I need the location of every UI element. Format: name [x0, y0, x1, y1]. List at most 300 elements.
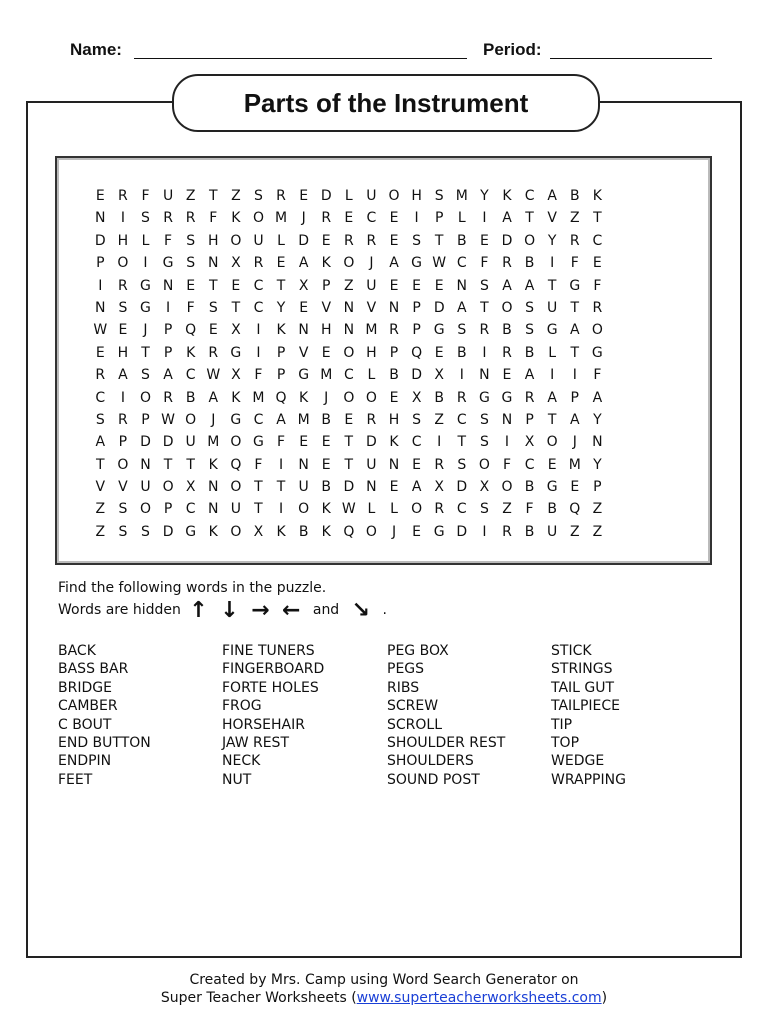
grid-letter[interactable]: R [502, 344, 512, 361]
grid-letter[interactable]: K [208, 456, 218, 473]
grid-letter[interactable]: P [163, 322, 173, 339]
grid-letter[interactable]: G [478, 389, 490, 406]
grid-letter[interactable]: O [478, 456, 490, 473]
grid-letter[interactable]: L [457, 210, 466, 227]
grid-letter[interactable]: T [547, 277, 557, 294]
grid-letter[interactable]: G [140, 277, 151, 294]
grid-letter[interactable]: O [343, 255, 355, 272]
grid-letter[interactable]: E [231, 277, 241, 294]
grid-letter[interactable]: N [208, 479, 219, 496]
grid-letter[interactable]: E [276, 255, 286, 272]
grid-letter[interactable]: M [455, 188, 468, 204]
grid-letter[interactable]: C [343, 367, 354, 384]
grid-letter[interactable]: R [502, 523, 512, 540]
grid-letter[interactable]: E [321, 456, 331, 473]
grid-letter[interactable]: O [230, 479, 242, 496]
grid-letter[interactable]: I [414, 210, 419, 227]
grid-letter[interactable]: T [276, 277, 286, 294]
grid-letter[interactable]: U [547, 299, 558, 316]
grid-letter[interactable]: R [118, 188, 128, 204]
grid-letter[interactable]: T [434, 232, 444, 249]
grid-letter[interactable]: V [118, 479, 128, 496]
grid-letter[interactable]: O [591, 322, 603, 339]
grid-letter[interactable]: S [479, 501, 489, 518]
grid-letter[interactable]: E [118, 322, 128, 339]
grid-letter[interactable]: P [389, 344, 399, 361]
grid-letter[interactable]: R [592, 299, 603, 316]
grid-letter[interactable]: N [208, 255, 219, 272]
grid-letter[interactable]: P [118, 434, 128, 451]
grid-letter[interactable]: E [412, 456, 422, 473]
grid-letter[interactable]: O [343, 389, 355, 406]
grid-letter[interactable]: M [568, 456, 581, 473]
grid-letter[interactable]: F [254, 367, 263, 384]
grid-letter[interactable]: O [230, 523, 242, 540]
grid-letter[interactable]: B [524, 479, 535, 496]
grid-letter[interactable]: S [186, 255, 196, 272]
grid-letter[interactable]: E [389, 232, 399, 249]
grid-letter[interactable]: E [412, 523, 422, 540]
grid-letter[interactable]: Y [593, 411, 602, 428]
grid-letter[interactable]: J [211, 411, 216, 428]
grid-letter[interactable]: R [253, 255, 264, 272]
grid-letter[interactable]: S [479, 411, 489, 428]
grid-letter[interactable]: D [456, 523, 468, 540]
grid-letter[interactable]: T [96, 456, 105, 473]
grid-letter[interactable]: K [592, 188, 602, 204]
grid-letter[interactable]: D [162, 434, 174, 451]
grid-letter[interactable]: X [185, 479, 196, 496]
grid-letter[interactable]: K [321, 523, 331, 540]
grid-letter[interactable]: G [591, 344, 603, 361]
grid-letter[interactable]: X [479, 479, 490, 496]
grid-letter[interactable]: P [96, 255, 105, 272]
grid-letter[interactable]: O [139, 389, 151, 406]
grid-letter[interactable]: Z [344, 277, 354, 294]
grid-letter[interactable]: D [411, 367, 422, 384]
grid-letter[interactable]: O [230, 434, 242, 451]
grid-letter[interactable]: R [389, 322, 399, 339]
grid-letter[interactable]: K [502, 188, 512, 204]
grid-letter[interactable]: S [457, 456, 467, 473]
grid-letter[interactable]: N [95, 299, 106, 316]
grid-letter[interactable]: N [479, 367, 490, 384]
grid-letter[interactable]: A [163, 367, 173, 384]
grid-letter[interactable]: P [276, 367, 286, 384]
grid-letter[interactable]: A [208, 389, 219, 406]
grid-letter[interactable]: I [98, 277, 103, 294]
grid-letter[interactable]: G [433, 523, 445, 540]
grid-letter[interactable]: M [297, 411, 310, 428]
grid-letter[interactable]: B [434, 389, 444, 406]
grid-letter[interactable]: G [569, 277, 581, 294]
grid-letter[interactable]: W [93, 322, 108, 339]
grid-letter[interactable]: R [163, 210, 173, 227]
grid-letter[interactable]: P [593, 479, 602, 496]
grid-letter[interactable]: N [592, 434, 603, 451]
grid-letter[interactable]: Q [569, 501, 581, 518]
grid-letter[interactable]: Z [592, 523, 603, 540]
grid-letter[interactable]: H [411, 188, 422, 204]
grid-letter[interactable]: T [570, 344, 580, 361]
grid-letter[interactable]: O [546, 434, 558, 451]
grid-letter[interactable]: S [412, 411, 422, 428]
grid-letter[interactable]: C [411, 434, 422, 451]
grid-letter[interactable]: T [525, 210, 534, 227]
grid-letter[interactable]: Y [593, 456, 602, 473]
grid-letter[interactable]: A [298, 255, 309, 272]
grid-letter[interactable]: O [117, 456, 129, 473]
grid-letter[interactable]: E [389, 479, 399, 496]
grid-letter[interactable]: U [162, 188, 174, 204]
grid-letter[interactable]: J [572, 434, 577, 451]
grid-letter[interactable]: W [432, 255, 447, 272]
grid-letter[interactable]: S [457, 322, 467, 339]
grid-letter[interactable]: T [208, 277, 218, 294]
grid-letter[interactable]: S [141, 210, 150, 227]
grid-letter[interactable]: T [570, 299, 580, 316]
grid-letter[interactable]: P [276, 344, 286, 361]
grid-letter[interactable]: F [593, 367, 602, 384]
grid-letter[interactable]: U [547, 523, 558, 540]
grid-letter[interactable]: B [502, 322, 512, 339]
grid-letter[interactable]: H [208, 232, 219, 249]
grid-letter[interactable]: I [459, 367, 464, 384]
grid-letter[interactable]: R [366, 411, 377, 428]
grid-letter[interactable]: F [164, 232, 173, 249]
grid-letter[interactable]: X [231, 367, 241, 384]
grid-letter[interactable]: N [162, 277, 174, 294]
grid-letter[interactable]: L [367, 501, 376, 518]
grid-letter[interactable]: N [343, 299, 355, 316]
grid-letter[interactable]: E [95, 188, 105, 204]
grid-letter[interactable]: K [276, 322, 286, 339]
grid-letter[interactable]: B [547, 501, 557, 518]
grid-letter[interactable]: A [276, 411, 286, 428]
grid-letter[interactable]: F [502, 456, 512, 473]
grid-letter[interactable]: T [344, 434, 354, 451]
grid-letter[interactable]: H [320, 322, 332, 339]
grid-letter[interactable]: U [298, 479, 309, 496]
grid-letter[interactable]: Q [411, 344, 423, 361]
grid-letter[interactable]: T [480, 299, 489, 316]
grid-letter[interactable]: U [366, 277, 377, 294]
grid-letter[interactable]: A [592, 389, 603, 406]
grid-letter[interactable]: B [524, 255, 535, 272]
grid-letter[interactable]: L [548, 344, 557, 361]
grid-letter[interactable]: R [434, 456, 445, 473]
grid-letter[interactable]: Q [185, 322, 197, 339]
grid-letter[interactable]: F [209, 210, 218, 227]
grid-letter[interactable]: E [547, 456, 557, 473]
grid-letter[interactable]: A [457, 299, 467, 316]
grid-letter[interactable]: T [254, 479, 263, 496]
grid-letter[interactable]: S [208, 299, 218, 316]
grid-letter[interactable]: O [365, 523, 377, 540]
grid-letter[interactable]: R [163, 389, 173, 406]
grid-letter[interactable]: S [525, 322, 535, 339]
grid-letter[interactable]: B [321, 411, 332, 428]
grid-letter[interactable]: H [366, 344, 377, 361]
grid-letter[interactable]: V [298, 344, 309, 361]
grid-letter[interactable]: G [433, 322, 445, 339]
grid-letter[interactable]: D [140, 434, 151, 451]
grid-letter[interactable]: U [366, 188, 377, 204]
grid-letter[interactable]: L [390, 501, 398, 518]
grid-letter[interactable]: N [343, 322, 355, 339]
grid-letter[interactable]: E [434, 344, 444, 361]
grid-letter[interactable]: Z [231, 188, 241, 204]
grid-letter[interactable]: D [501, 232, 513, 249]
grid-letter[interactable]: N [298, 456, 309, 473]
grid-letter[interactable]: S [479, 277, 489, 294]
grid-letter[interactable]: G [411, 255, 423, 272]
grid-letter[interactable]: C [456, 411, 467, 428]
grid-letter[interactable]: M [365, 322, 378, 339]
grid-letter[interactable]: P [434, 210, 444, 227]
grid-letter[interactable]: O [501, 299, 513, 316]
grid-letter[interactable]: T [276, 479, 286, 496]
grid-letter[interactable]: G [140, 299, 151, 316]
grid-letter[interactable]: K [231, 389, 241, 406]
grid-letter[interactable]: B [456, 232, 467, 249]
grid-letter[interactable]: N [140, 456, 151, 473]
grid-letter[interactable]: O [162, 479, 174, 496]
grid-letter[interactable]: X [434, 479, 444, 496]
grid-letter[interactable]: Q [343, 523, 355, 540]
grid-letter[interactable]: Y [276, 299, 286, 316]
grid-letter[interactable]: B [524, 344, 535, 361]
grid-letter[interactable]: T [547, 411, 557, 428]
grid-letter[interactable]: Y [480, 188, 489, 204]
grid-letter[interactable]: T [186, 456, 195, 473]
grid-letter[interactable]: R [208, 344, 219, 361]
grid-letter[interactable]: E [502, 367, 512, 384]
grid-letter[interactable]: E [299, 188, 309, 204]
grid-letter[interactable]: A [524, 367, 535, 384]
grid-letter[interactable]: D [343, 479, 355, 496]
grid-letter[interactable]: Z [95, 523, 106, 540]
grid-letter[interactable]: E [321, 232, 331, 249]
grid-letter[interactable]: T [457, 434, 467, 451]
grid-letter[interactable]: T [208, 188, 218, 204]
grid-letter[interactable]: A [389, 255, 399, 272]
grid-letter[interactable]: G [298, 367, 310, 384]
grid-letter[interactable]: I [504, 434, 510, 451]
grid-letter[interactable]: G [546, 322, 558, 339]
grid-letter[interactable]: E [299, 299, 309, 316]
grid-letter[interactable]: S [118, 299, 128, 316]
grid-letter[interactable]: E [479, 232, 489, 249]
grid-letter[interactable]: F [593, 277, 602, 294]
grid-letter[interactable]: F [525, 501, 534, 518]
grid-letter[interactable]: U [185, 434, 196, 451]
grid-letter[interactable]: L [141, 232, 150, 249]
grid-letter[interactable]: T [254, 501, 263, 518]
grid-letter[interactable]: Z [592, 501, 603, 518]
grid-letter[interactable]: E [344, 210, 354, 227]
grid-letter[interactable]: X [231, 322, 241, 339]
grid-letter[interactable]: O [117, 255, 129, 272]
grid-letter[interactable]: Z [569, 210, 580, 227]
grid-letter[interactable]: D [433, 299, 445, 316]
grid-letter[interactable]: A [411, 479, 422, 496]
grid-letter[interactable]: R [118, 411, 128, 428]
grid-letter[interactable]: K [186, 344, 196, 361]
grid-letter[interactable]: J [369, 255, 374, 272]
grid-letter[interactable]: R [456, 389, 467, 406]
grid-letter[interactable]: C [253, 277, 264, 294]
grid-letter[interactable]: O [185, 411, 197, 428]
grid-letter[interactable]: I [143, 255, 148, 272]
grid-letter[interactable]: S [254, 188, 263, 204]
grid-letter[interactable]: R [95, 367, 106, 384]
grid-letter[interactable]: R [524, 389, 535, 406]
grid-letter[interactable]: S [95, 411, 105, 428]
grid-letter[interactable]: D [366, 434, 377, 451]
grid-letter[interactable]: E [321, 434, 331, 451]
grid-letter[interactable]: P [412, 299, 421, 316]
grid-letter[interactable]: O [139, 501, 151, 518]
grid-letter[interactable]: S [118, 501, 128, 518]
grid-letter[interactable]: D [94, 232, 106, 249]
grid-letter[interactable]: D [456, 479, 468, 496]
grid-letter[interactable]: E [389, 210, 399, 227]
grid-letter[interactable]: A [502, 277, 512, 294]
grid-letter[interactable]: I [166, 299, 171, 316]
grid-letter[interactable]: E [186, 277, 196, 294]
grid-letter[interactable]: C [366, 210, 377, 227]
grid-letter[interactable]: A [118, 367, 128, 384]
grid-letter[interactable]: M [320, 367, 333, 384]
grid-letter[interactable]: E [389, 277, 399, 294]
grid-letter[interactable]: Z [569, 523, 580, 540]
name-line[interactable] [134, 58, 467, 59]
grid-letter[interactable]: Z [95, 501, 106, 518]
grid-letter[interactable]: T [231, 299, 241, 316]
grid-letter[interactable]: B [569, 188, 580, 204]
grid-letter[interactable]: S [479, 434, 489, 451]
grid-letter[interactable]: W [341, 501, 356, 518]
grid-letter[interactable]: F [254, 456, 263, 473]
grid-letter[interactable]: Z [185, 188, 196, 204]
grid-letter[interactable]: A [569, 322, 580, 339]
grid-letter[interactable]: F [480, 255, 489, 272]
grid-letter[interactable]: R [118, 277, 128, 294]
grid-letter[interactable]: S [118, 523, 128, 540]
grid-letter[interactable]: E [389, 389, 399, 406]
grid-letter[interactable]: A [524, 277, 535, 294]
grid-letter[interactable]: C [185, 367, 196, 384]
grid-letter[interactable]: A [95, 434, 106, 451]
grid-letter[interactable]: R [502, 255, 512, 272]
grid-letter[interactable]: M [275, 210, 288, 227]
grid-letter[interactable]: P [322, 277, 331, 294]
grid-letter[interactable]: C [253, 299, 264, 316]
grid-letter[interactable]: A [569, 411, 580, 428]
grid-letter[interactable]: H [117, 344, 129, 361]
grid-letter[interactable]: C [592, 232, 603, 249]
grid-letter[interactable]: E [95, 344, 105, 361]
grid-letter[interactable]: H [388, 411, 400, 428]
grid-letter[interactable]: J [143, 322, 148, 339]
grid-letter[interactable]: U [140, 479, 151, 496]
grid-letter[interactable]: R [479, 322, 490, 339]
footer-link[interactable]: www.superteacherworksheets.com [356, 990, 602, 1006]
grid-letter[interactable]: S [186, 232, 196, 249]
grid-letter[interactable]: B [389, 367, 399, 384]
grid-letter[interactable]: C [524, 188, 535, 204]
grid-letter[interactable]: E [299, 434, 309, 451]
grid-letter[interactable]: U [253, 232, 264, 249]
grid-letter[interactable]: O [343, 344, 355, 361]
grid-letter[interactable]: X [298, 277, 309, 294]
grid-letter[interactable]: A [547, 188, 557, 204]
grid-letter[interactable]: Q [275, 389, 287, 406]
grid-letter[interactable]: T [141, 344, 150, 361]
grid-letter[interactable]: C [95, 389, 106, 406]
grid-letter[interactable]: F [277, 434, 286, 451]
grid-letter[interactable]: X [231, 255, 241, 272]
grid-letter[interactable]: Z [434, 411, 444, 428]
grid-letter[interactable]: I [482, 210, 487, 227]
grid-letter[interactable]: N [501, 411, 513, 428]
grid-letter[interactable]: R [321, 210, 332, 227]
grid-letter[interactable]: O [252, 210, 264, 227]
grid-letter[interactable]: A [547, 389, 557, 406]
grid-letter[interactable]: G [185, 523, 197, 540]
grid-letter[interactable]: P [525, 411, 534, 428]
grid-letter[interactable]: G [230, 344, 242, 361]
grid-letter[interactable]: I [550, 255, 555, 272]
grid-letter[interactable]: N [95, 210, 106, 227]
grid-letter[interactable]: E [344, 411, 354, 428]
grid-letter[interactable]: O [524, 232, 536, 249]
grid-letter[interactable]: O [411, 501, 423, 518]
grid-letter[interactable]: U [230, 501, 241, 518]
grid-letter[interactable]: V [366, 299, 377, 316]
grid-letter[interactable]: Z [502, 501, 512, 518]
grid-letter[interactable]: P [570, 389, 579, 406]
grid-letter[interactable]: K [389, 434, 399, 451]
grid-letter[interactable]: C [253, 411, 264, 428]
grid-letter[interactable]: I [482, 523, 487, 540]
grid-letter[interactable]: I [256, 322, 261, 339]
grid-letter[interactable]: L [277, 232, 285, 249]
grid-letter[interactable]: G [546, 479, 558, 496]
grid-letter[interactable]: L [367, 367, 376, 384]
grid-letter[interactable]: K [321, 255, 331, 272]
grid-letter[interactable]: K [208, 523, 218, 540]
grid-letter[interactable]: S [412, 232, 422, 249]
grid-letter[interactable]: O [298, 501, 310, 518]
grid-letter[interactable]: P [163, 501, 173, 518]
grid-letter[interactable]: E [208, 322, 218, 339]
grid-letter[interactable]: N [366, 479, 377, 496]
grid-letter[interactable]: N [388, 456, 400, 473]
grid-letter[interactable]: N [208, 501, 219, 518]
grid-letter[interactable]: N [456, 277, 468, 294]
grid-letter[interactable]: I [120, 389, 125, 406]
grid-letter[interactable]: P [412, 322, 421, 339]
grid-letter[interactable]: I [572, 367, 577, 384]
grid-letter[interactable]: K [321, 501, 331, 518]
grid-letter[interactable]: K [231, 210, 241, 227]
grid-letter[interactable]: E [321, 344, 331, 361]
grid-letter[interactable]: J [324, 389, 329, 406]
grid-letter[interactable]: X [434, 367, 444, 384]
grid-letter[interactable]: U [366, 456, 377, 473]
